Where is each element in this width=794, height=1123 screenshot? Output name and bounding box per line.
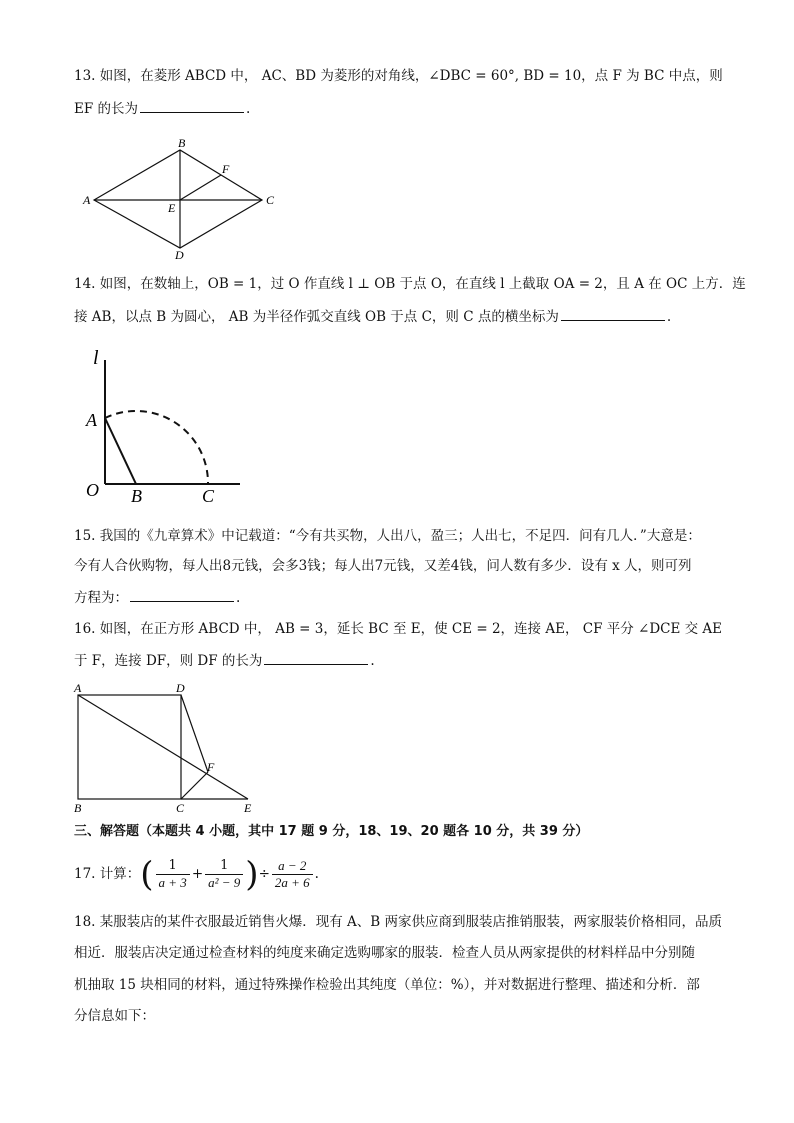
label-E: E — [168, 201, 176, 215]
label-A: A — [86, 410, 97, 430]
q13-line2 — [74, 98, 250, 119]
q14-line2-post: . — [666, 309, 672, 325]
q17-end: . — [314, 866, 319, 882]
q16-line2-post: . — [370, 653, 375, 669]
label-A: A — [74, 681, 82, 695]
q15-line3-pre: 方程为： — [74, 590, 128, 606]
right-paren: ) — [245, 854, 259, 895]
q13-answer-blank[interactable] — [140, 98, 244, 113]
fraction-1-numerator: 1 — [156, 858, 190, 875]
square-figure — [70, 680, 270, 816]
q17-line — [74, 852, 319, 896]
q14-line2 — [74, 306, 671, 327]
fraction-2 — [205, 858, 243, 891]
q18-line1: 18. 某服装店的某件衣服最近销售火爆．现有 A、B 两家供应商到服装店推销服装，两家服装价格相同，品质 — [74, 914, 723, 930]
label-A: A — [83, 193, 91, 207]
q14-answer-blank[interactable] — [561, 306, 665, 321]
q13-line2-post: . — [246, 101, 251, 117]
q16-line2-pre: 于 F，连接 DF，则 DF 的长为 — [74, 653, 263, 669]
q13-line1: 13. 如图，在菱形 ABCD 中， AC、BD 为菱形的对角线，∠DBC = 60°, BD = 10，点 F 为 BC 中点，则 — [74, 68, 723, 84]
q17-label: 17. 计算： — [74, 866, 141, 882]
q15-line2: 今有人合伙购物，每人出8元钱，会多3钱；每人出7元钱，又差4钱，问人数有多少．设有 x 人，则可列 — [74, 558, 692, 574]
q15-line1: 15. 我国的《九章算术》中记载道：“今有共买物，人出八，盈三；人出七，不足四．问有几人．”大意是： — [74, 528, 701, 544]
rhombus-figure — [80, 136, 280, 262]
left-paren: ( — [140, 854, 154, 895]
label-F: F — [207, 760, 215, 774]
fraction-3-denominator: 2a + 6 — [274, 875, 310, 890]
fraction-1-denominator: a + 3 — [158, 875, 187, 890]
fraction-1 — [156, 858, 190, 891]
label-C: C — [202, 486, 215, 506]
q13-line2-pre: EF 的长为 — [74, 101, 139, 117]
q16-line2 — [74, 650, 375, 671]
label-B: B — [74, 801, 82, 815]
q16-line1: 16. 如图，在正方形 ABCD 中， AB = 3，延长 BC 至 E，使 CE = 2，连接 AE， CF 平分 ∠DCE 交 AE — [74, 621, 723, 637]
plus-sign: + — [191, 866, 204, 882]
q18-line3: 机抽取 15 块相同的材料，通过特殊操作检验出其纯度（单位：%），并对数据进行整理、描述和分析．部 — [74, 977, 700, 993]
q14-line2-pre: 接 AB，以点 B 为圆心， AB 为半径作弧交直线 OB 于点 C，则 C 点的横坐标为 — [74, 309, 559, 325]
label-D: D — [175, 248, 184, 262]
label-C: C — [176, 801, 185, 815]
fraction-3 — [272, 858, 313, 891]
q15-answer-blank[interactable] — [130, 587, 234, 602]
q14-line1: 14. 如图，在数轴上，OB = 1，过 O 作直线 l ⊥ OB 于点 O，在直线 l 上截取 OA = 2，且 A 在 OC 上方．连 — [74, 276, 746, 292]
q18-line4: 分信息如下： — [74, 1008, 155, 1024]
label-C: C — [266, 193, 275, 207]
fraction-2-denominator: a² − 9 — [208, 875, 241, 890]
q15-line3 — [74, 587, 240, 608]
label-D: D — [176, 681, 185, 695]
section-3-heading: 三、解答题（本题共 4 小题，其中 17 题 9 分，18、19、20 题各 10 分，共 39 分） — [74, 824, 589, 839]
label-F: F — [222, 162, 230, 176]
divide-sign: ÷ — [258, 866, 270, 882]
fraction-3-numerator: a − 2 — [272, 858, 313, 875]
label-B: B — [178, 136, 186, 150]
label-l: l — [93, 347, 99, 369]
label-B: B — [131, 486, 142, 506]
fraction-2-numerator: 1 — [205, 858, 243, 875]
label-E: E — [244, 801, 252, 815]
q18-line2: 相近．服装店决定通过检查材料的纯度来确定选购哪家的服装．检查人员从两家提供的材料样品中分别随 — [74, 945, 695, 961]
q16-answer-blank[interactable] — [264, 650, 368, 665]
label-O: O — [86, 480, 99, 500]
number-line-figure — [80, 340, 250, 510]
q15-line3-post: . — [236, 590, 241, 606]
